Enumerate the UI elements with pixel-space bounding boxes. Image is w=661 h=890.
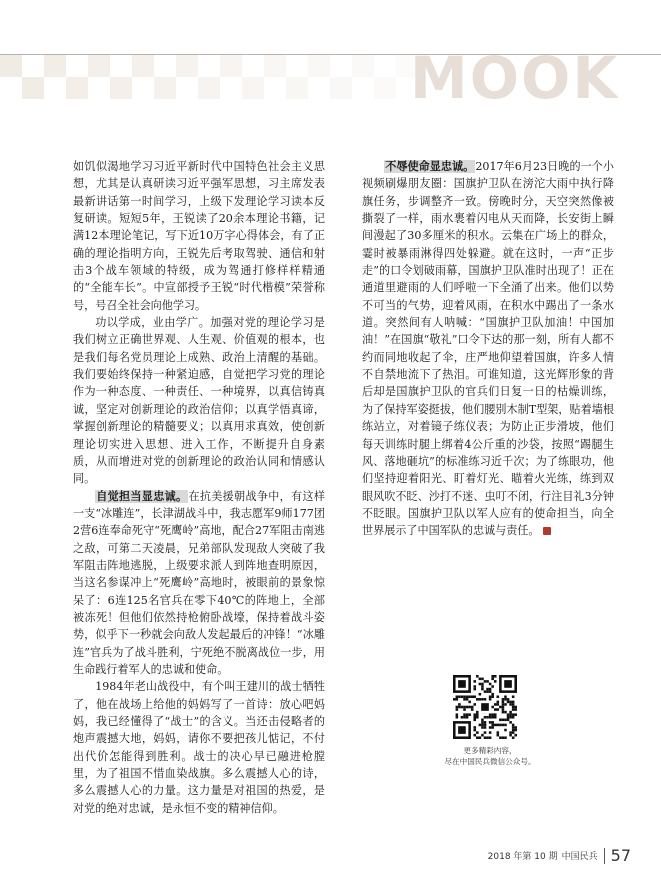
qr-module xyxy=(512,708,515,711)
qr-module xyxy=(509,711,512,714)
qr-module xyxy=(458,695,461,698)
qr-module xyxy=(473,716,476,719)
checker-square xyxy=(132,55,154,77)
qr-module xyxy=(481,703,489,711)
qr-module xyxy=(481,734,484,737)
qr-module xyxy=(476,736,479,739)
qr-module xyxy=(509,734,512,737)
qr-module xyxy=(494,675,497,678)
qr-module xyxy=(473,680,476,683)
qr-module xyxy=(512,729,515,732)
qr-module xyxy=(502,724,505,727)
qr-module xyxy=(453,698,456,701)
section-heading: 自觉担当显忠诚。 xyxy=(96,489,188,503)
qr-module xyxy=(479,678,482,681)
qr-module xyxy=(509,716,512,719)
checker-square xyxy=(198,77,220,99)
qr-module xyxy=(456,706,459,709)
qr-module xyxy=(497,724,500,727)
qr-module xyxy=(491,695,494,698)
checker-square xyxy=(374,77,396,99)
qr-module xyxy=(502,736,505,739)
qr-module xyxy=(476,711,479,714)
qr-module xyxy=(468,701,471,704)
qr-module xyxy=(458,706,461,709)
qr-module xyxy=(491,693,494,696)
qr-module xyxy=(504,711,507,714)
qr-module xyxy=(502,698,505,701)
right-column xyxy=(362,158,614,540)
qr-module xyxy=(473,703,476,706)
qr-module xyxy=(481,719,484,722)
qr-module xyxy=(491,724,494,727)
qr-module xyxy=(514,708,517,711)
qr-module xyxy=(479,683,482,686)
qr-module xyxy=(504,724,507,727)
qr-module xyxy=(502,708,505,711)
checker-square xyxy=(242,77,264,99)
qr-module xyxy=(484,731,487,734)
paragraph-text: 如饥似渴地学习习近平新时代中国特色社会主义思想，尤其是认真研读习近平强军思想，习主席发表最新讲话第一时间学习，上级下发理论学习读本反复研读。短短5年，王锐读了20余本理论书籍，记满12本理论笔记，写下近10万字心得体会，有了正确的理论指明方向，王锐先后考取驾驶、通信和射击3个战车领域的特级，成为驾通打修样样精通的“全能车长”。中宣部授予王锐“时代楷模”荣誉称号，号召全社会向他学习。 xyxy=(73,160,325,312)
qr-module xyxy=(484,680,487,683)
qr-module xyxy=(502,701,505,704)
qr-module xyxy=(514,729,517,732)
qr-module xyxy=(486,688,489,691)
qr-module xyxy=(461,706,464,709)
qr-module xyxy=(499,724,502,727)
qr-module xyxy=(463,695,466,698)
qr-caption-line: 更多精彩内容， xyxy=(463,746,517,755)
qr-module xyxy=(502,706,505,709)
checkerboard-banner xyxy=(0,55,420,99)
qr-module xyxy=(504,719,507,722)
paragraph-text: 功以学成，业由学广。加强对党的理论学习是我们树立正确世界观、人生观、价值观的根本，也是我们每名党员理论上成熟、政治上清醒的基础。我们要始终保持一种紧迫感，自觉把学习党的理论作为一种态度、一种责任、一种境界，以真信铸真诚，坚定对创新理论的政治信仰；以真学悟真谛，掌握创新理论的精髓要义；以真用求真效，使创新理论切实进入思想、进入工作，不断提升自身素质，从而增进对党的创新理论的政治认同和情感认同。 xyxy=(73,316,325,486)
footer-divider xyxy=(604,848,605,864)
checker-square xyxy=(110,77,132,99)
paragraph-text: 2017年6月23日晚的一个小视频刷爆朋友圈：国旗护卫队在滂沱大雨中执行降旗任务，步调整齐一致。傍晚时分，天空突然像被撕裂了一样，雨水裹着闪电从天而降，长安街上瞬间漫起了30多厘米的积水。云集在广场上的群众，霎时被暴雨淋得四处躲避。就在这时，一声“正步走”的口令划破雨幕，国旗护卫队准时出现了！正在通道里避雨的人们呼啦一下全涌了出来。他们以势不可当的气势，迎着风雨，在积水中踢出了一条水道。突然间有人呐喊：“国旗护卫队加油！中国加油！”在国旗“敬礼”口令下达的那一刻，所有人都不约而同地收起了伞，庄严地仰望着国旗，许多人情不自禁地流下了热泪。可谁知道，这光辉形象的背后却是国旗护卫队的官兵们日复一日的枯燥训练，为了保持军姿挺拔，他们腰別木制T型架，贴着墙根练站立，对着镜子练仪表；为防止正步滑坡，他们每天训练时腿上绑着4公斤重的沙袋，按照“踢腿生风、落地砸坑”的标准练习近千次；为了练眼功，他们坚持迎着阳光、盯着灯光、瞄着火光练，练到双眼风吹不眨、沙打不迷、虫叮不闭，行注目礼3分钟不眨眼。国旗护卫队以军人应有的使命担当，向全世界展示了中国军队的忠诚与责任。 xyxy=(362,160,614,538)
qr-module xyxy=(489,698,492,701)
qr-module xyxy=(486,690,489,693)
qr-module xyxy=(484,690,487,693)
qr-module xyxy=(484,716,487,719)
qr-module xyxy=(461,716,464,719)
qr-module xyxy=(504,703,507,706)
checker-square xyxy=(66,77,88,99)
qr-module xyxy=(489,688,492,691)
qr-module xyxy=(507,701,510,704)
qr-module xyxy=(486,736,489,739)
qr-module xyxy=(466,698,469,701)
page-number: 57 xyxy=(610,846,631,865)
qr-module xyxy=(479,693,482,696)
qr-module xyxy=(481,678,484,681)
qr-module xyxy=(476,716,479,719)
paragraph xyxy=(73,488,325,679)
qr-module xyxy=(504,736,507,739)
qr-module xyxy=(456,695,459,698)
qr-module xyxy=(463,716,466,719)
qr-module xyxy=(489,736,492,739)
qr-module xyxy=(473,688,476,691)
qr-module xyxy=(489,716,492,719)
paragraph-text: 1984年老山战役中，有个叫王建川的战士牺牲了，他在战场上给他的妈妈写了一首诗：放心吧妈妈，我已经懂得了“战士”的含义。当还击侵略者的炮声震撼大地，妈妈，请你不要把孩儿惦记，不付出代价怎能得到胜利。战士的决心早已融进枪膛里，为了祖国不惜血染战旗。多么震撼人心的诗，多么震撼人心的力量。这力量是对祖国的热爱，是对党的绝对忠诚，是永恒不变的精神信仰。 xyxy=(73,680,325,815)
qr-module xyxy=(461,695,464,698)
qr-module xyxy=(509,713,512,716)
left-column xyxy=(73,158,325,817)
qr-module xyxy=(499,706,502,709)
qr-module xyxy=(502,703,505,706)
qr-module xyxy=(468,706,471,709)
qr-module xyxy=(491,706,494,709)
qr-module xyxy=(484,721,487,724)
qr-code xyxy=(453,675,517,739)
paragraph xyxy=(73,158,325,314)
qr-module xyxy=(463,698,466,701)
qr-module xyxy=(491,678,494,681)
qr-module xyxy=(484,726,487,729)
qr-module xyxy=(489,690,492,693)
qr-module xyxy=(494,724,497,727)
qr-module xyxy=(512,736,515,739)
qr-module xyxy=(514,726,517,729)
qr-module xyxy=(491,716,494,719)
qr-module xyxy=(502,711,505,714)
checker-square xyxy=(264,55,286,77)
qr-module xyxy=(473,685,476,688)
qr-module xyxy=(463,706,466,709)
qr-caption xyxy=(430,745,550,767)
qr-module xyxy=(468,695,471,698)
qr-module xyxy=(509,731,512,734)
qr-module xyxy=(507,719,510,722)
qr-module xyxy=(468,713,471,716)
qr-module xyxy=(466,713,469,716)
qr-module xyxy=(466,716,469,719)
checker-square xyxy=(0,55,22,77)
qr-module xyxy=(489,731,492,734)
paragraph xyxy=(73,314,325,487)
qr-module xyxy=(491,726,494,729)
qr-module xyxy=(509,721,512,724)
qr-module xyxy=(481,726,484,729)
qr-module xyxy=(456,708,459,711)
qr-module xyxy=(494,713,497,716)
qr-module xyxy=(486,680,489,683)
qr-module xyxy=(481,721,484,724)
qr-module xyxy=(507,713,510,716)
qr-module xyxy=(504,695,507,698)
qr-module xyxy=(512,724,515,727)
qr-module xyxy=(512,731,515,734)
qr-module xyxy=(458,726,466,734)
qr-module xyxy=(466,706,469,709)
brand-mook: MOOK xyxy=(410,44,620,112)
qr-module xyxy=(504,680,512,688)
qr-module xyxy=(504,729,507,732)
qr-module xyxy=(456,713,459,716)
qr-module xyxy=(481,685,484,688)
qr-module xyxy=(489,726,492,729)
qr-module xyxy=(476,698,479,701)
qr-module xyxy=(512,726,515,729)
qr-module xyxy=(497,731,500,734)
qr-module xyxy=(484,698,487,701)
qr-module xyxy=(512,716,515,719)
page-footer xyxy=(488,846,631,865)
qr-module xyxy=(481,688,484,691)
section-heading: 不辱使命显忠诚。 xyxy=(385,160,475,173)
checker-square xyxy=(44,55,66,77)
qr-module xyxy=(489,695,492,698)
issue-label: 2018 年第 10 期 xyxy=(487,852,558,862)
qr-module xyxy=(497,701,500,704)
qr-module xyxy=(479,724,482,727)
qr-module xyxy=(473,719,476,722)
qr-module xyxy=(479,736,482,739)
qr-module xyxy=(486,716,489,719)
paragraph-text: 在抗美援朝战争中，有这样一支“冰雕连”，长津湖战斗中，我志愿军9师177团2营6连奉命死守“死鹰岭”高地，配合27军阻击南逃之敌，可第二天凌晨，兄弟部队发现敌人突破了我军阻击阵地逃脱，上级要求派人到阵地查明原因，当这名参谋冲上“死鹰岭”高地时，被眼前的景象惊呆了：6连125名官兵在零下40℃的阵地上，全部被冻死！但他们依然持枪俯卧战壕，保持着战斗姿势，似乎下一秒就会向敌人发起最后的冲锋！“冰雕连”官兵为了战斗胜利，宁死绝不脱离战位一步，用生命践行着军人的忠诚和使命。 xyxy=(73,489,325,676)
qr-module xyxy=(497,703,500,706)
qr-module xyxy=(473,729,476,732)
qr-module xyxy=(509,701,512,704)
qr-module xyxy=(471,708,474,711)
qr-module xyxy=(491,713,494,716)
qr-module xyxy=(507,698,510,701)
qr-module xyxy=(499,736,502,739)
checker-square xyxy=(176,55,198,77)
checker-square xyxy=(286,77,308,99)
qr-module xyxy=(466,695,469,698)
paragraph xyxy=(73,678,325,817)
qr-module xyxy=(494,708,497,711)
paragraph xyxy=(362,158,614,540)
checker-square xyxy=(88,55,110,77)
qr-module xyxy=(473,726,476,729)
qr-module xyxy=(512,713,515,716)
qr-module xyxy=(489,713,492,716)
qr-module xyxy=(497,708,500,711)
magazine-name: 中国民兵 xyxy=(561,852,598,862)
qr-module xyxy=(512,706,515,709)
checker-square xyxy=(220,55,242,77)
qr-module xyxy=(489,721,492,724)
qr-module xyxy=(512,695,515,698)
qr-module xyxy=(473,734,476,737)
qr-module xyxy=(502,719,505,722)
qr-caption-line: 尽在中国民兵微信公众号。 xyxy=(444,757,536,766)
qr-module xyxy=(473,695,476,698)
qr-module xyxy=(491,675,494,678)
qr-module xyxy=(463,713,466,716)
qr-module xyxy=(489,683,492,686)
qr-module xyxy=(473,713,476,716)
qr-module xyxy=(497,695,500,698)
qr-module xyxy=(514,706,517,709)
qr-module xyxy=(494,716,497,719)
qr-module xyxy=(491,721,494,724)
qr-module xyxy=(514,713,517,716)
qr-module xyxy=(512,703,515,706)
checker-square xyxy=(22,77,44,99)
qr-module xyxy=(509,703,512,706)
qr-module xyxy=(476,713,479,716)
checker-square xyxy=(330,77,352,99)
qr-module xyxy=(484,724,487,727)
qr-module xyxy=(491,685,494,688)
qr-module xyxy=(504,698,507,701)
qr-module xyxy=(476,675,479,678)
qr-module xyxy=(484,736,487,739)
checker-square xyxy=(154,77,176,99)
qr-module xyxy=(481,683,484,686)
qr-module xyxy=(463,708,466,711)
qr-module xyxy=(507,716,510,719)
qr-module xyxy=(481,724,484,727)
qr-module xyxy=(456,716,459,719)
qr-module xyxy=(494,703,497,706)
qr-module xyxy=(471,706,474,709)
qr-module xyxy=(494,680,497,683)
qr-module xyxy=(458,680,466,688)
checker-square xyxy=(352,55,374,77)
qr-module xyxy=(458,703,461,706)
qr-module xyxy=(497,734,500,737)
qr-module xyxy=(479,698,482,701)
qr-module xyxy=(512,701,515,704)
checker-square xyxy=(308,55,330,77)
qr-module xyxy=(481,698,484,701)
qr-module xyxy=(499,719,502,722)
qr-module xyxy=(471,695,474,698)
qr-module xyxy=(456,698,459,701)
qr-module xyxy=(514,734,517,737)
end-mark-icon xyxy=(543,527,551,535)
qr-module xyxy=(476,731,479,734)
